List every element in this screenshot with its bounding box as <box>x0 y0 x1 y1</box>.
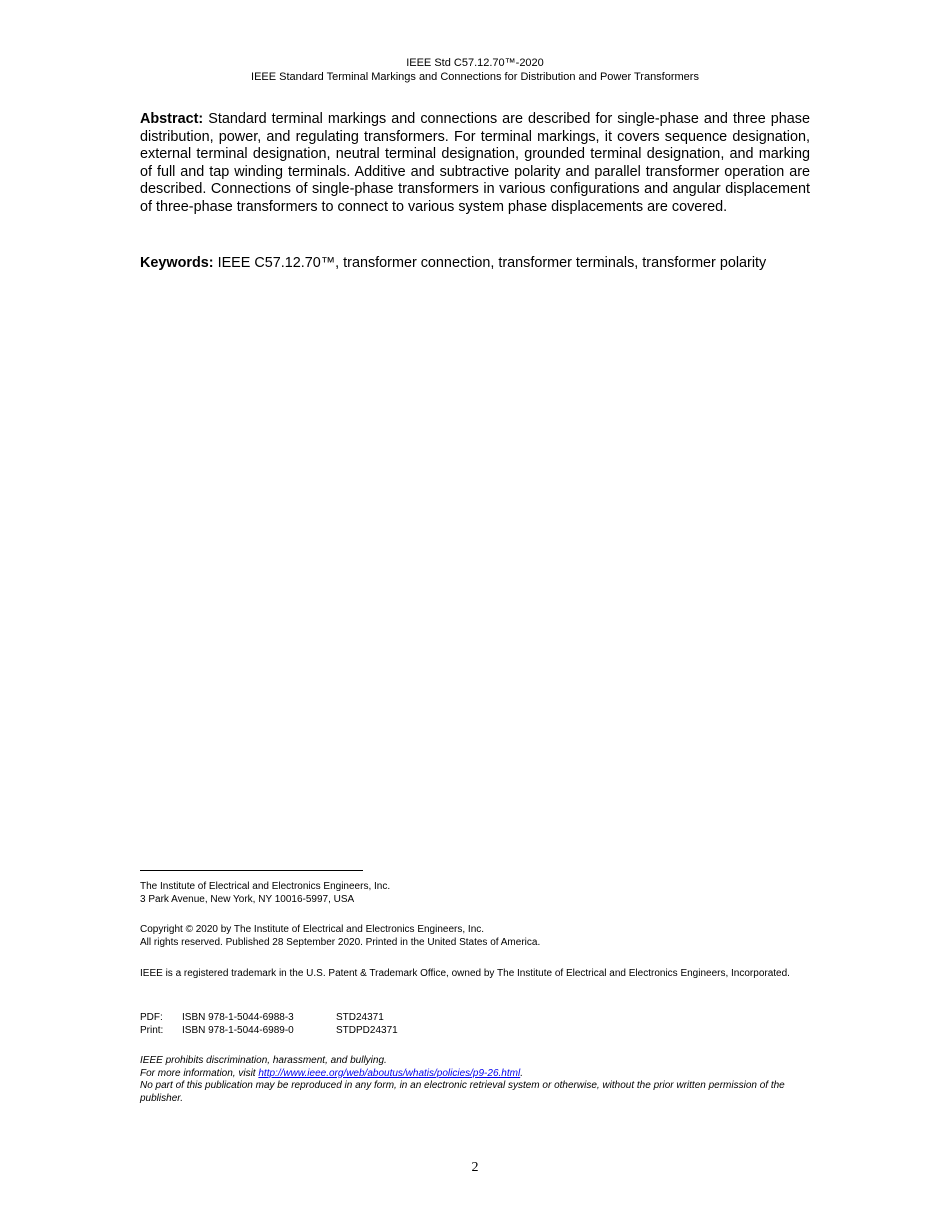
rights-line: All rights reserved. Published 28 September 2020. Printed in the United States of America. <box>140 936 541 948</box>
publisher-name: The Institute of Electrical and Electronics Engineers, Inc. <box>140 881 391 892</box>
isbn-format: PDF: <box>140 1012 163 1023</box>
abstract-text: Standard terminal markings and connections are described for single-phase and three phase distribution, power, and regulating transformers. For terminal markings, it covers sequence designation, external terminal designation, neutral terminal designation, grounded terminal designation, and marking of full and tap winding terminals. Additive and subtractive polarity and parallel transformer operation are described. Connections of single-phase transformers in various configurations and angular displacement of three-phase transformers to connect to various system phase displacements are covered. <box>140 111 811 215</box>
policy-info-suffix: . <box>520 1067 523 1079</box>
keywords-paragraph <box>140 255 810 273</box>
publisher-street: 3 Park Avenue, New York, NY 10016-5997, USA <box>140 893 355 905</box>
policy-notice <box>140 1055 812 1105</box>
isbn-number: ISBN 978-1-5044-6989-0 <box>182 1024 294 1036</box>
isbn-table <box>140 1012 812 1037</box>
page-number: 2 <box>471 1160 479 1175</box>
header-standard-number: IEEE Std C57.12.70™-2020 <box>406 57 544 69</box>
isbn-format: Print: <box>140 1024 164 1036</box>
policy-info-prefix: For more information, visit <box>140 1067 259 1079</box>
publisher-address <box>140 881 812 906</box>
abstract-paragraph <box>140 111 810 217</box>
isbn-row-print <box>140 1025 812 1038</box>
isbn-number: ISBN 978-1-5044-6988-3 <box>182 1012 294 1023</box>
policy-link[interactable]: http://www.ieee.org/web/aboutus/whatis/policies/p9-26.html <box>258 1067 521 1079</box>
running-header <box>0 56 950 84</box>
isbn-code: STDPD24371 <box>336 1024 398 1036</box>
copyright-line: Copyright © 2020 by The Institute of Electrical and Electronics Engineers, Inc. <box>140 924 485 935</box>
trademark-text: IEEE is a registered trademark in the U.S. Patent & Trademark Office, owned by The Institute of Electrical and Electronics Engineers, Incorporated. <box>140 968 790 979</box>
keywords-label: Keywords: <box>140 255 214 271</box>
policy-info-line <box>140 1068 812 1081</box>
trademark-notice <box>140 968 812 981</box>
discrimination-policy: IEEE prohibits discrimination, harassment, and bullying. <box>140 1055 387 1066</box>
abstract-label: Abstract: <box>140 111 204 127</box>
isbn-row-pdf <box>140 1012 812 1025</box>
footnote-divider <box>140 870 363 871</box>
keywords-text: IEEE C57.12.70™, transformer connection, transformer terminals, transformer polarity <box>217 255 767 271</box>
header-standard-title: IEEE Standard Terminal Markings and Connections for Distribution and Power Transformers <box>251 71 699 83</box>
isbn-code: STD24371 <box>336 1012 384 1023</box>
copyright-notice <box>140 924 812 949</box>
reproduction-notice: No part of this publication may be reproduced in any form, in an electronic retrieval system or otherwise, without the prior written permission of the publisher. <box>140 1080 785 1104</box>
